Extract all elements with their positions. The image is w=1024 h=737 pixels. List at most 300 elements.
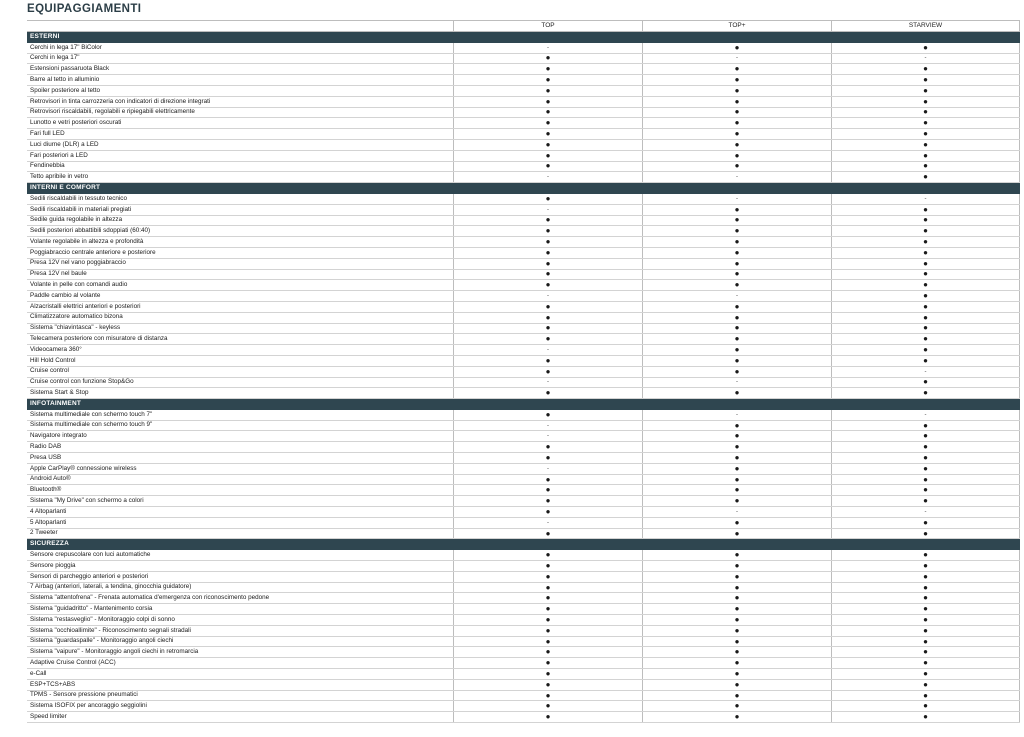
included-dot-icon: ●	[545, 53, 551, 63]
table-row	[27, 442, 1020, 453]
section-header-spacer	[831, 539, 1020, 549]
included-dot-icon: ●	[545, 582, 551, 592]
availability-cell	[453, 162, 642, 172]
availability-cell	[831, 507, 1020, 517]
availability-cell	[642, 410, 831, 420]
included-dot-icon: ●	[545, 85, 551, 95]
section-header	[27, 32, 1020, 43]
availability-cell	[453, 302, 642, 312]
included-dot-icon: ●	[923, 679, 928, 689]
availability-cell	[642, 108, 831, 118]
included-dot-icon: ●	[545, 409, 551, 419]
availability-cell	[831, 453, 1020, 463]
not-included-mark: -	[736, 174, 738, 181]
availability-cell	[831, 162, 1020, 172]
availability-cell	[831, 334, 1020, 344]
availability-cell	[453, 194, 642, 204]
availability-cell	[453, 226, 642, 236]
availability-cell	[642, 464, 831, 474]
included-dot-icon: ●	[734, 388, 740, 398]
included-dot-icon: ●	[923, 355, 928, 365]
section-header-spacer	[453, 32, 642, 42]
feature-label: Poggiabraccio centrale anteriore e posteriore	[30, 248, 156, 256]
included-dot-icon: ●	[923, 712, 928, 722]
not-included-mark: -	[736, 508, 738, 515]
not-included-mark: -	[547, 422, 549, 429]
availability-cell	[453, 64, 642, 74]
availability-cell	[831, 410, 1020, 420]
included-dot-icon: ●	[734, 636, 740, 646]
table-row	[27, 712, 1020, 723]
table-row	[27, 421, 1020, 432]
availability-cell	[831, 205, 1020, 215]
table-row	[27, 658, 1020, 669]
included-dot-icon: ●	[734, 345, 740, 354]
table-row	[27, 129, 1020, 140]
included-dot-icon: ●	[923, 150, 928, 160]
table-row	[27, 410, 1020, 421]
included-dot-icon: ●	[734, 550, 740, 560]
availability-cell	[642, 378, 831, 388]
not-included-mark: -	[547, 44, 549, 51]
feature-label: Sistema "guidadritto" - Mantenimento corsia	[30, 604, 153, 612]
feature-label: e-Call	[30, 669, 47, 677]
availability-cell	[831, 572, 1020, 582]
included-dot-icon: ●	[734, 474, 740, 484]
availability-cell	[453, 507, 642, 517]
availability-cell	[831, 583, 1020, 593]
availability-cell	[831, 701, 1020, 711]
included-dot-icon: ●	[545, 258, 551, 268]
table-row	[27, 388, 1020, 399]
equipment-table	[27, 20, 1020, 723]
availability-cell	[831, 248, 1020, 258]
included-dot-icon: ●	[734, 625, 740, 635]
availability-cell	[642, 637, 831, 647]
availability-cell	[453, 550, 642, 560]
feature-label: Sistema "restasveglio" - Monitoraggio colpi di sonno	[30, 615, 175, 623]
feature-label: 2 Tweeter	[30, 529, 58, 537]
included-dot-icon: ●	[545, 636, 551, 646]
availability-cell	[453, 593, 642, 603]
included-dot-icon: ●	[734, 237, 740, 247]
availability-cell	[453, 324, 642, 334]
included-dot-icon: ●	[734, 463, 740, 473]
table-row	[27, 356, 1020, 367]
availability-cell	[453, 356, 642, 366]
feature-label: 7 Airbag (anteriori, laterali, a tendina, ginocchia guidatore)	[30, 583, 192, 591]
feature-label: Hill Hold Control	[30, 356, 76, 364]
table-row	[27, 280, 1020, 291]
feature-label: Apple CarPlay® connessione wireless	[30, 464, 137, 472]
table-row	[27, 140, 1020, 151]
availability-cell	[831, 388, 1020, 398]
included-dot-icon: ●	[734, 528, 740, 538]
table-row	[27, 647, 1020, 658]
feature-label: 5 Altoparlanti	[30, 518, 67, 526]
availability-cell	[453, 453, 642, 463]
included-dot-icon: ●	[734, 604, 740, 614]
availability-cell	[453, 118, 642, 128]
column-header-top: TOP	[453, 21, 642, 31]
not-included-mark: -	[547, 433, 549, 440]
included-dot-icon: ●	[545, 496, 551, 506]
section-header-spacer	[831, 32, 1020, 42]
availability-cell	[831, 259, 1020, 269]
included-dot-icon: ●	[545, 690, 551, 700]
included-dot-icon: ●	[545, 701, 551, 711]
included-dot-icon: ●	[734, 150, 740, 160]
availability-cell	[642, 216, 831, 226]
included-dot-icon: ●	[545, 334, 551, 344]
availability-cell	[831, 442, 1020, 452]
table-row	[27, 302, 1020, 313]
availability-cell	[453, 270, 642, 280]
availability-cell	[642, 680, 831, 690]
table-row	[27, 259, 1020, 270]
feature-label: 4 Altoparlanti	[30, 507, 67, 515]
included-dot-icon: ●	[923, 474, 928, 484]
included-dot-icon: ●	[923, 247, 928, 257]
included-dot-icon: ●	[734, 442, 740, 452]
feature-label: Fendinebbia	[30, 162, 65, 170]
availability-cell	[831, 129, 1020, 139]
availability-cell	[831, 529, 1020, 539]
availability-cell	[831, 140, 1020, 150]
included-dot-icon: ●	[923, 517, 928, 527]
feature-label: Sistema "My Drive" con schermo a colori	[30, 497, 144, 505]
feature-label: Estensioni passaruota Black	[30, 65, 110, 73]
availability-cell	[453, 572, 642, 582]
section-header	[27, 399, 1020, 410]
feature-label: Videocamera 360°	[30, 345, 82, 353]
availability-cell	[642, 593, 831, 603]
availability-cell	[453, 626, 642, 636]
availability-cell	[642, 75, 831, 85]
included-dot-icon: ●	[734, 301, 740, 311]
table-row	[27, 216, 1020, 227]
included-dot-icon: ●	[545, 237, 551, 247]
included-dot-icon: ●	[734, 247, 740, 257]
availability-cell	[453, 529, 642, 539]
availability-cell	[642, 334, 831, 344]
not-included-mark: -	[736, 379, 738, 386]
included-dot-icon: ●	[545, 474, 551, 484]
availability-cell	[831, 485, 1020, 495]
included-dot-icon: ●	[734, 204, 740, 214]
section-header-spacer	[831, 399, 1020, 409]
feature-label: Spoiler posteriore al tetto	[30, 86, 101, 94]
feature-label: ESP+TCS+ABS	[30, 680, 76, 688]
availability-cell	[642, 151, 831, 161]
included-dot-icon: ●	[734, 571, 740, 581]
availability-cell	[453, 496, 642, 506]
included-dot-icon: ●	[545, 301, 551, 311]
section-header-spacer	[831, 183, 1020, 193]
table-row	[27, 324, 1020, 335]
included-dot-icon: ●	[734, 85, 740, 95]
availability-cell	[642, 475, 831, 485]
availability-cell	[642, 237, 831, 247]
included-dot-icon: ●	[923, 669, 928, 678]
included-dot-icon: ●	[545, 107, 551, 117]
included-dot-icon: ●	[734, 561, 740, 570]
availability-cell	[831, 496, 1020, 506]
included-dot-icon: ●	[734, 129, 740, 139]
availability-cell	[642, 291, 831, 301]
included-dot-icon: ●	[734, 226, 740, 236]
availability-cell	[831, 464, 1020, 474]
availability-cell	[831, 108, 1020, 118]
included-dot-icon: ●	[734, 701, 740, 711]
table-row	[27, 507, 1020, 518]
included-dot-icon: ●	[734, 96, 740, 106]
page-title: EQUIPAGGIAMENTI	[27, 3, 142, 15]
availability-cell	[453, 431, 642, 441]
included-dot-icon: ●	[923, 269, 928, 279]
availability-cell	[642, 421, 831, 431]
included-dot-icon: ●	[734, 42, 740, 52]
availability-cell	[453, 75, 642, 85]
availability-cell	[453, 280, 642, 290]
feature-label: Luci diurne (DLR) a LED	[30, 140, 99, 148]
availability-cell	[831, 118, 1020, 128]
not-included-mark: -	[924, 368, 927, 375]
table-row	[27, 334, 1020, 345]
included-dot-icon: ●	[923, 258, 928, 268]
feature-label: Cruise control con funzione Stop&Go	[30, 378, 134, 386]
feature-label: Tetto apribile in vetro	[30, 173, 89, 181]
table-row	[27, 248, 1020, 259]
included-dot-icon: ●	[545, 658, 551, 668]
feature-label: Sistema "guardaspalle" - Monitoraggio angoli ciechi	[30, 637, 174, 645]
availability-cell	[453, 615, 642, 625]
feature-label: Sistema "vaipure" - Monitoraggio angoli ciechi in retromarcia	[30, 648, 199, 656]
availability-cell	[453, 647, 642, 657]
availability-cell	[642, 140, 831, 150]
availability-cell	[453, 86, 642, 96]
included-dot-icon: ●	[545, 647, 551, 657]
availability-cell	[453, 712, 642, 722]
table-row	[27, 518, 1020, 529]
availability-cell	[453, 669, 642, 679]
feature-label: Navigatore integrato	[30, 432, 87, 440]
availability-cell	[453, 313, 642, 323]
availability-cell	[453, 388, 642, 398]
availability-cell	[642, 118, 831, 128]
availability-cell	[831, 313, 1020, 323]
availability-cell	[642, 270, 831, 280]
availability-cell	[831, 280, 1020, 290]
table-row	[27, 226, 1020, 237]
feature-label: Telecamera posteriore con misuratore di distanza	[30, 335, 168, 343]
section-header-spacer	[642, 183, 831, 193]
included-dot-icon: ●	[545, 669, 551, 678]
availability-cell	[453, 637, 642, 647]
included-dot-icon: ●	[923, 107, 928, 117]
feature-label: Retrovisori riscaldabili, regolabili e ripiegabili elettricamente	[30, 108, 195, 116]
table-row	[27, 615, 1020, 626]
feature-label: Bluetooth®	[30, 486, 62, 494]
table-row	[27, 270, 1020, 281]
availability-cell	[642, 701, 831, 711]
not-included-mark: -	[736, 195, 738, 202]
included-dot-icon: ●	[923, 496, 928, 506]
included-dot-icon: ●	[545, 528, 551, 538]
included-dot-icon: ●	[923, 701, 928, 711]
availability-cell	[642, 561, 831, 571]
availability-cell	[831, 669, 1020, 679]
availability-cell	[642, 324, 831, 334]
table-row	[27, 604, 1020, 615]
included-dot-icon: ●	[545, 150, 551, 160]
included-dot-icon: ●	[734, 658, 740, 668]
availability-cell	[453, 140, 642, 150]
availability-cell	[642, 172, 831, 182]
included-dot-icon: ●	[545, 323, 551, 333]
included-dot-icon: ●	[545, 96, 551, 106]
availability-cell	[642, 54, 831, 64]
included-dot-icon: ●	[545, 712, 551, 722]
availability-cell	[642, 615, 831, 625]
included-dot-icon: ●	[734, 75, 740, 85]
availability-cell	[831, 151, 1020, 161]
availability-cell	[453, 475, 642, 485]
availability-cell	[642, 205, 831, 215]
feature-label: Presa 12V nel baule	[30, 270, 87, 278]
availability-cell	[642, 226, 831, 236]
availability-cell	[831, 97, 1020, 107]
included-dot-icon: ●	[923, 442, 928, 452]
included-dot-icon: ●	[734, 269, 740, 279]
availability-cell	[831, 194, 1020, 204]
included-dot-icon: ●	[545, 139, 551, 149]
availability-cell	[831, 43, 1020, 53]
feature-label: Android Auto®	[30, 475, 71, 483]
availability-cell	[831, 324, 1020, 334]
included-dot-icon: ●	[923, 636, 928, 646]
included-dot-icon: ●	[545, 215, 551, 225]
included-dot-icon: ●	[923, 604, 928, 614]
not-included-mark: -	[736, 55, 738, 62]
availability-cell	[831, 216, 1020, 226]
included-dot-icon: ●	[923, 215, 928, 225]
availability-cell	[831, 615, 1020, 625]
availability-cell	[642, 669, 831, 679]
included-dot-icon: ●	[734, 593, 740, 603]
availability-cell	[642, 712, 831, 722]
feature-label: Retrovisori in tinta carrozzeria con indicatori di direzione integrati	[30, 97, 211, 105]
table-row	[27, 97, 1020, 108]
included-dot-icon: ●	[545, 561, 551, 570]
included-dot-icon: ●	[734, 647, 740, 657]
table-row	[27, 680, 1020, 691]
included-dot-icon: ●	[545, 604, 551, 614]
availability-cell	[831, 302, 1020, 312]
table-row	[27, 550, 1020, 561]
included-dot-icon: ●	[545, 571, 551, 581]
table-row	[27, 54, 1020, 65]
availability-cell	[642, 550, 831, 560]
availability-cell	[831, 712, 1020, 722]
table-row	[27, 626, 1020, 637]
included-dot-icon: ●	[545, 355, 551, 365]
feature-label: Alzacristalli elettrici anteriori e posteriori	[30, 302, 141, 310]
feature-label: Speed limiter	[30, 712, 67, 720]
availability-cell	[831, 604, 1020, 614]
availability-cell	[453, 378, 642, 388]
availability-cell	[642, 388, 831, 398]
availability-cell	[642, 507, 831, 517]
feature-label: Barre al tetto in alluminio	[30, 75, 100, 83]
included-dot-icon: ●	[923, 388, 928, 398]
table-row	[27, 496, 1020, 507]
table-row	[27, 64, 1020, 75]
section-header-spacer	[453, 539, 642, 549]
included-dot-icon: ●	[545, 226, 551, 236]
included-dot-icon: ●	[923, 334, 928, 344]
feature-label: Sedili posteriori abbattibili sdoppiati (60:40)	[30, 227, 151, 235]
included-dot-icon: ●	[923, 593, 928, 603]
feature-label: Sensore pioggia	[30, 561, 76, 569]
availability-cell	[831, 54, 1020, 64]
not-included-mark: -	[924, 55, 927, 62]
availability-cell	[642, 64, 831, 74]
included-dot-icon: ●	[545, 247, 551, 257]
not-included-mark: -	[547, 519, 549, 526]
availability-cell	[831, 431, 1020, 441]
feature-label: Sistema multimediale con schermo touch 7"	[30, 410, 153, 418]
table-row	[27, 313, 1020, 324]
feature-label: Paddle cambio al volante	[30, 291, 101, 299]
included-dot-icon: ●	[734, 107, 740, 117]
table-row	[27, 691, 1020, 702]
included-dot-icon: ●	[734, 517, 740, 527]
availability-cell	[642, 626, 831, 636]
availability-cell	[453, 421, 642, 431]
not-included-mark: -	[736, 411, 738, 418]
availability-cell	[642, 583, 831, 593]
included-dot-icon: ●	[734, 712, 740, 722]
included-dot-icon: ●	[923, 345, 928, 354]
included-dot-icon: ●	[923, 172, 928, 182]
section-title: INFOTAINMENT	[30, 399, 82, 407]
availability-cell	[831, 237, 1020, 247]
availability-cell	[453, 345, 642, 355]
included-dot-icon: ●	[545, 312, 551, 322]
included-dot-icon: ●	[923, 85, 928, 95]
table-row	[27, 464, 1020, 475]
table-header-row	[27, 20, 1020, 32]
availability-cell	[831, 658, 1020, 668]
included-dot-icon: ●	[923, 550, 928, 560]
included-dot-icon: ●	[545, 593, 551, 603]
table-row	[27, 291, 1020, 302]
table-row	[27, 367, 1020, 378]
availability-cell	[453, 485, 642, 495]
feature-label: Sedili riscaldabili in materiali pregiati	[30, 205, 132, 213]
included-dot-icon: ●	[923, 118, 928, 128]
feature-label: Lunotto e vetri posteriori oscurati	[30, 119, 122, 127]
table-row	[27, 237, 1020, 248]
availability-cell	[831, 680, 1020, 690]
availability-cell	[831, 345, 1020, 355]
availability-cell	[453, 583, 642, 593]
table-row	[27, 637, 1020, 648]
availability-cell	[831, 647, 1020, 657]
availability-cell	[642, 431, 831, 441]
table-row	[27, 43, 1020, 54]
